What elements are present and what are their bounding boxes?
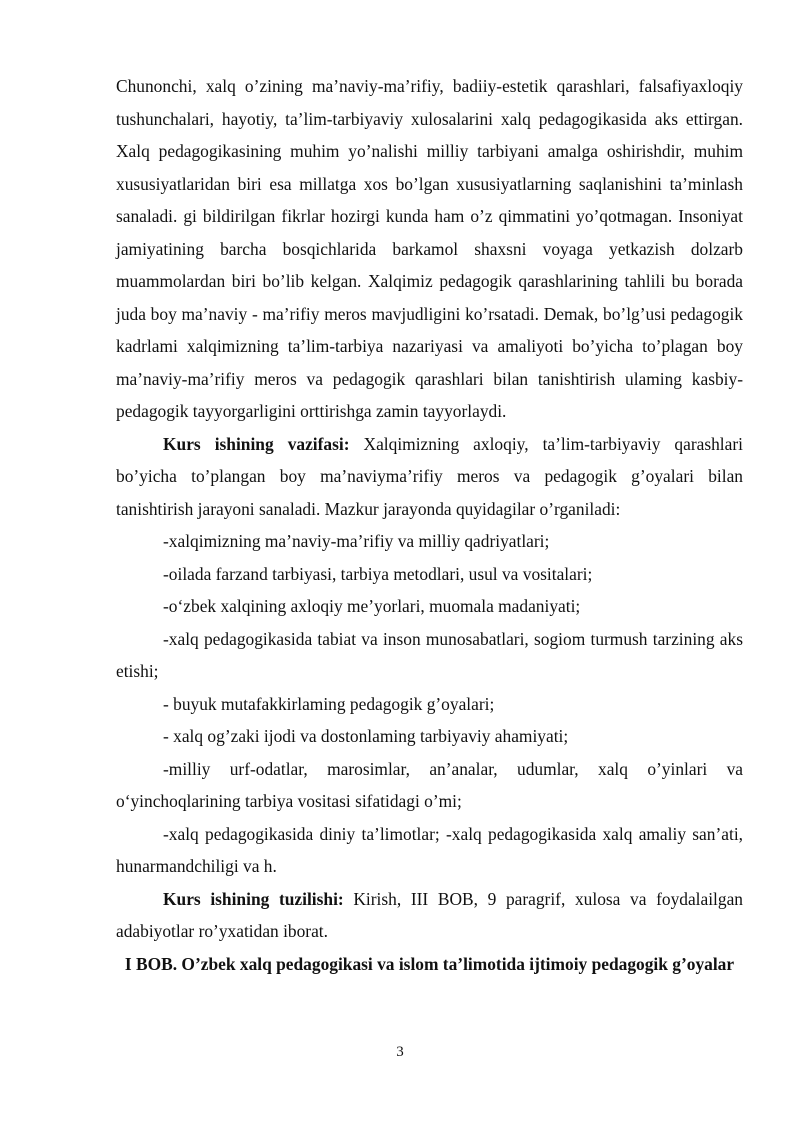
list-item: - xalq og’zaki ijodi va dostonlaming tarbiyaviy ahamiyati; xyxy=(163,726,569,746)
chapter-heading: I BOB. O’zbek xalq pedagogikasi va islom ta’limotida ijtimoiy pedagogik g’oyalar xyxy=(124,953,735,974)
task-text: Xalqimizning axloqiy, ta’lim-tarbiyaviy qarashlari bo’yicha to’plangan boy ma’naviyma’rifiy meros va pedagogik g’oyalari bilan tanishtirish jarayoni sanaladi. Mazkur jarayonda quyidagilar o’rganiladi: xyxy=(116,433,743,519)
list-item: -xalqimizning ma’naviy-ma’rifiy va milliy qadriyatlari; xyxy=(163,531,550,551)
structure-text: Kirish, III BOB, 9 paragrif, xulosa va foydalailgan adabiyotlar ro’yxatidan iborat. xyxy=(116,888,744,941)
page-number: 3 xyxy=(396,1044,404,1060)
list-item: -xalq pedagogikasida diniy ta’limotlar; -xalq pedagogikasida xalq amaliy san’ati, hunarmandchiligi va h. xyxy=(116,823,743,876)
structure-paragraph xyxy=(116,883,743,948)
list-item: -o‘zbek xalqining axloqiy me’yorlari, muomala madaniyati; xyxy=(163,596,581,616)
document-body xyxy=(116,70,743,981)
list-item: - buyuk mutafakkirlaming pedagogik g’oyalari; xyxy=(163,693,495,714)
list-item: -milliy urf-odatlar, marosimlar, an’analar, udumlar, xalq o’yinlari va o‘yinchoqlarining tarbiya vositasi sifatidagi o’mi; xyxy=(116,758,743,811)
structure-lead: Kurs ishining tuzilishi: xyxy=(163,888,344,909)
list-item: -xalq pedagogikasida tabiat va inson munosabatlari, sogiom turmush tarzining aks etishi; xyxy=(116,628,743,681)
intro-paragraph: Chunonchi, xalq o’zining ma’naviy-ma’rifiy, badiiy-estetik qarashlari, falsafiyaxloqiy tushunchalari, hayotiy, ta’lim-tarbiyaviy xulosalarini xalq pedagogikasida aks ettirgan. Xalq pedagogikasining muhim yo’nalishi milliy tarbiyani amalga oshirishdir, muhim xususiyatlaridan biri esa millatga xos bo’lgan xususiyatlarning saqlanishini ta’minlash sanaladi. gi bildirilgan fikrlar hozirgi kunda ham o’z qimmatini yo’qotmagan. Insoniyat jamiyatining barcha bosqichlarida barkamol shaxsni voyaga yetkazish dolzarb muammolardan biri bo’lib kelgan. Xalqimiz pedagogik qarashlarining tahlili bu borada juda boy ma’naviy - ma’rifiy meros mavjudligini ko’rsatadi. Demak, bo’lg’usi pedagogik kadrlami xalqimizning ta’lim-tarbiya nazariyasi va amaliyoti bo’yicha to’plagan boy ma’naviy-ma’rifiy meros va pedagogik qarashlari bilan tanishtirish ulaming kasbiy-pedagogik tayyorgarligini orttirishga zamin tayyorlaydi. xyxy=(116,76,743,421)
task-lead: Kurs ishining vazifasi: xyxy=(163,433,350,454)
task-paragraph xyxy=(116,428,743,526)
list-item: -oilada farzand tarbiyasi, tarbiya metodlari, usul va vositalari; xyxy=(163,563,593,584)
